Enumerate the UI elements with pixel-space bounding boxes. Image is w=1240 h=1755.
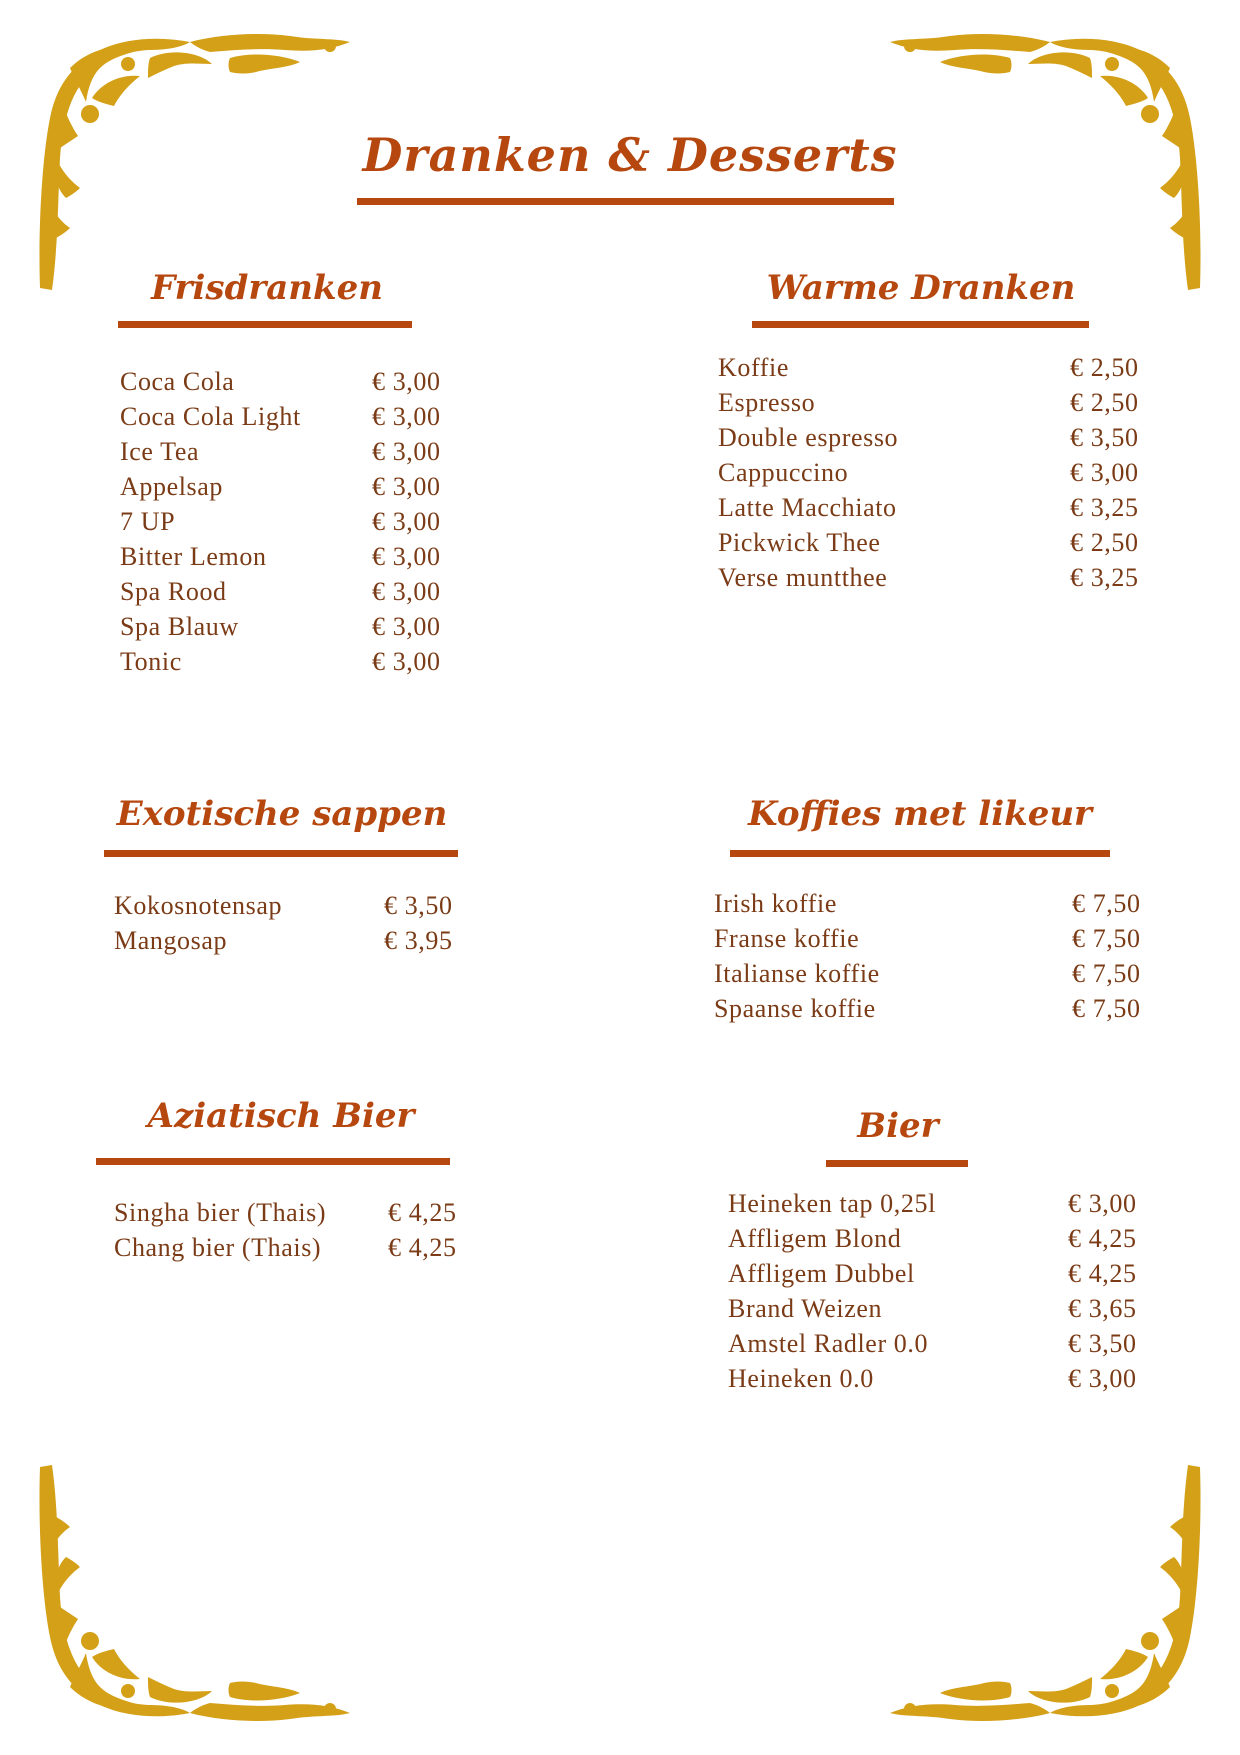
item-list xyxy=(114,888,474,958)
item-name: Heineken 0.0 xyxy=(728,1364,874,1393)
menu-item xyxy=(728,1291,1148,1326)
item-name: Franse koffie xyxy=(714,924,860,953)
menu-item xyxy=(120,539,460,574)
section-underline xyxy=(118,321,412,328)
menu-item xyxy=(714,886,1148,921)
item-price: € 3,65 xyxy=(1068,1294,1137,1323)
item-price: € 3,00 xyxy=(372,577,441,606)
item-name: Coca Cola Light xyxy=(120,402,301,431)
item-list xyxy=(718,350,1148,595)
menu-item xyxy=(114,923,474,958)
page-title: Dranken & Desserts xyxy=(362,128,898,182)
menu-item xyxy=(120,574,460,609)
item-price: € 2,50 xyxy=(1070,353,1139,382)
item-price: € 3,00 xyxy=(1068,1364,1137,1393)
menu-item xyxy=(714,921,1148,956)
section-title: Exotische sappen xyxy=(116,794,448,834)
menu-item xyxy=(718,350,1148,385)
item-name: Ice Tea xyxy=(120,437,200,466)
ornament-icon xyxy=(30,1427,360,1727)
item-price: € 7,50 xyxy=(1072,994,1141,1023)
menu-item xyxy=(728,1326,1148,1361)
item-name: Singha bier (Thais) xyxy=(114,1198,327,1227)
corner-ornament-bottom-right xyxy=(880,1427,1210,1727)
item-price: € 4,25 xyxy=(388,1198,457,1227)
item-price: € 7,50 xyxy=(1072,889,1141,918)
item-list xyxy=(114,1195,484,1265)
item-price: € 3,00 xyxy=(372,612,441,641)
item-price: € 3,00 xyxy=(372,367,441,396)
section-underline xyxy=(104,850,458,857)
section-underline xyxy=(752,321,1089,328)
menu-item xyxy=(120,364,460,399)
item-name: Spa Blauw xyxy=(120,612,239,641)
item-name: Cappuccino xyxy=(718,458,849,487)
item-price: € 4,25 xyxy=(1068,1224,1137,1253)
item-name: Affligem Dubbel xyxy=(728,1259,915,1288)
item-name: Affligem Blond xyxy=(728,1224,902,1253)
menu-item xyxy=(718,560,1148,595)
item-name: Kokosnotensap xyxy=(114,891,283,920)
item-price: € 3,50 xyxy=(1070,423,1139,452)
item-price: € 3,00 xyxy=(372,507,441,536)
menu-item xyxy=(718,385,1148,420)
item-name: Amstel Radler 0.0 xyxy=(728,1329,929,1358)
item-price: € 3,00 xyxy=(372,542,441,571)
item-list xyxy=(728,1186,1148,1396)
item-price: € 3,25 xyxy=(1070,563,1139,592)
section-title: Frisdranken xyxy=(151,268,383,308)
item-price: € 4,25 xyxy=(388,1233,457,1262)
item-price: € 7,50 xyxy=(1072,959,1141,988)
item-name: Pickwick Thee xyxy=(718,528,881,557)
menu-item xyxy=(120,504,460,539)
item-name: Verse muntthee xyxy=(718,563,888,592)
item-name: Latte Macchiato xyxy=(718,493,897,522)
item-name: Appelsap xyxy=(120,472,223,501)
menu-item xyxy=(718,420,1148,455)
item-name: Irish koffie xyxy=(714,889,837,918)
menu-item xyxy=(120,399,460,434)
item-name: Italianse koffie xyxy=(714,959,880,988)
menu-item xyxy=(114,1230,484,1265)
ornament-icon xyxy=(880,1427,1210,1727)
item-name: Koffie xyxy=(718,353,789,382)
menu-item xyxy=(714,956,1148,991)
item-price: € 3,25 xyxy=(1070,493,1139,522)
item-price: € 4,25 xyxy=(1068,1259,1137,1288)
menu-item xyxy=(728,1221,1148,1256)
item-list xyxy=(120,364,460,679)
section-title: Warme Dranken xyxy=(766,268,1076,308)
item-price: € 3,50 xyxy=(384,891,453,920)
menu-item xyxy=(714,991,1148,1026)
item-name: Mangosap xyxy=(114,926,228,955)
item-price: € 3,00 xyxy=(372,437,441,466)
menu-item xyxy=(728,1186,1148,1221)
item-name: Bitter Lemon xyxy=(120,542,267,571)
corner-ornament-bottom-left xyxy=(30,1427,360,1727)
section-underline xyxy=(730,850,1110,857)
item-price: € 3,00 xyxy=(372,647,441,676)
menu-item xyxy=(114,888,474,923)
item-price: € 3,00 xyxy=(1070,458,1139,487)
item-name: Espresso xyxy=(718,388,816,417)
item-name: Heineken tap 0,25l xyxy=(728,1189,936,1218)
section-title: Bier xyxy=(857,1106,939,1146)
menu-item xyxy=(114,1195,484,1230)
item-price: € 3,00 xyxy=(372,472,441,501)
menu-item xyxy=(718,525,1148,560)
title-underline xyxy=(357,198,894,205)
item-price: € 3,00 xyxy=(1068,1189,1137,1218)
item-name: Brand Weizen xyxy=(728,1294,883,1323)
menu-item xyxy=(718,455,1148,490)
item-name: Tonic xyxy=(120,647,182,676)
item-name: Chang bier (Thais) xyxy=(114,1233,322,1262)
menu-item xyxy=(728,1256,1148,1291)
menu-item xyxy=(120,469,460,504)
item-name: Double espresso xyxy=(718,423,899,452)
item-name: Spaanse koffie xyxy=(714,994,876,1023)
menu-item xyxy=(120,434,460,469)
item-list xyxy=(714,886,1148,1026)
item-price: € 2,50 xyxy=(1070,388,1139,417)
menu-item xyxy=(718,490,1148,525)
item-price: € 3,95 xyxy=(384,926,453,955)
section-underline xyxy=(826,1160,968,1167)
section-title: Aziatisch Bier xyxy=(147,1096,415,1136)
menu-item xyxy=(728,1361,1148,1396)
item-name: Spa Rood xyxy=(120,577,227,606)
item-price: € 3,00 xyxy=(372,402,441,431)
item-price: € 7,50 xyxy=(1072,924,1141,953)
item-name: 7 UP xyxy=(120,507,176,536)
item-price: € 3,50 xyxy=(1068,1329,1137,1358)
item-name: Coca Cola xyxy=(120,367,235,396)
section-underline xyxy=(96,1158,450,1165)
menu-item xyxy=(120,644,460,679)
menu-item xyxy=(120,609,460,644)
section-title: Koffies met likeur xyxy=(748,794,1092,834)
item-price: € 2,50 xyxy=(1070,528,1139,557)
